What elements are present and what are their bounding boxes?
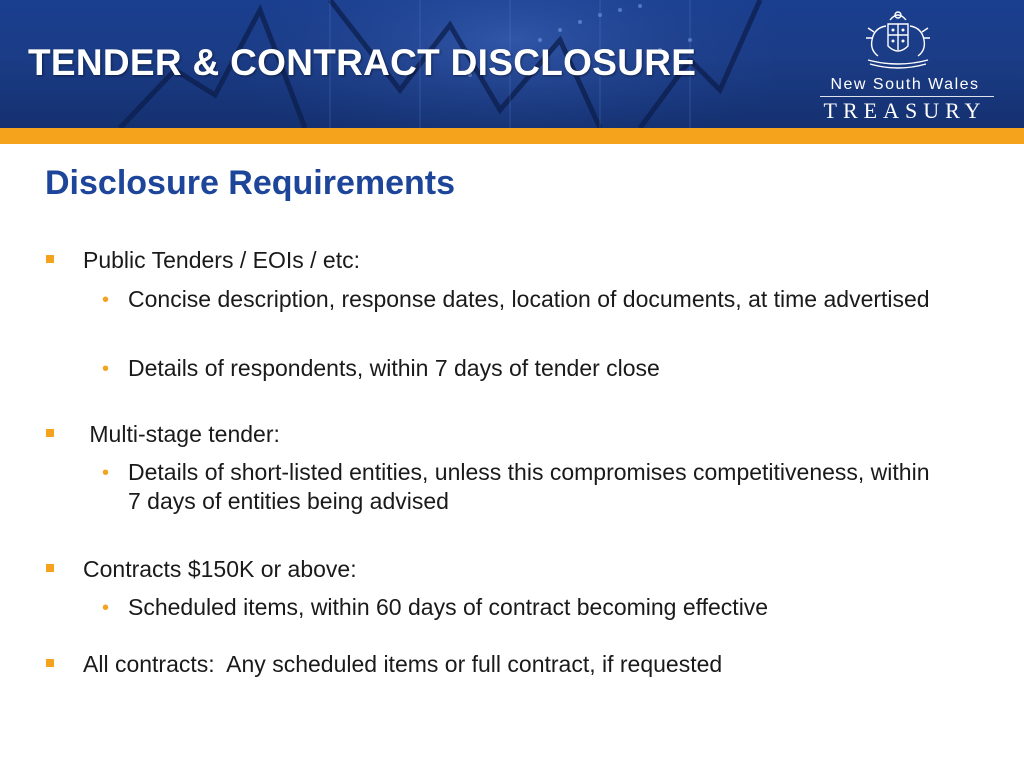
bullet-square-icon xyxy=(46,429,54,437)
bullet-item: Public Tenders / EOIs / etc: xyxy=(83,247,360,273)
bullet-dot-icon: • xyxy=(102,358,110,380)
accent-bar xyxy=(0,128,1024,144)
slide-header xyxy=(0,0,1024,128)
brand-state-name: New South Wales xyxy=(830,76,980,93)
bullet-dot-icon: • xyxy=(102,289,110,311)
bullet-square-icon xyxy=(46,659,54,667)
section-heading: Disclosure Requirements xyxy=(45,164,456,202)
bullet-dot-icon: • xyxy=(102,462,110,484)
bullet-item: Multi-stage tender: xyxy=(83,421,280,447)
nsw-treasury-logo xyxy=(812,6,1002,122)
sub-bullet-item: Scheduled items, within 60 days of contract becoming effective xyxy=(128,594,769,620)
bullet-dot-icon: • xyxy=(102,597,110,619)
bullet-item: Contracts $150K or above: xyxy=(83,556,357,582)
sub-bullet-item: Concise description, response dates, location of documents, at time advertised xyxy=(128,286,930,312)
brand-department-name: TREASURY xyxy=(823,98,987,123)
bullet-square-icon xyxy=(46,564,54,572)
brand-divider xyxy=(820,96,994,97)
sub-bullet-item: Details of short-listed entities, unless this compromises competitiveness, within 7 days of entities being advised xyxy=(128,459,930,514)
nsw-coat-of-arms-icon xyxy=(860,6,936,72)
sub-bullet-item: Details of respondents, within 7 days of tender close xyxy=(128,355,660,381)
slide-title: TENDER & CONTRACT DISCLOSURE xyxy=(28,42,697,83)
bullet-square-icon xyxy=(46,255,54,263)
bullet-item: All contracts: Any scheduled items or full contract, if requested xyxy=(83,651,723,677)
